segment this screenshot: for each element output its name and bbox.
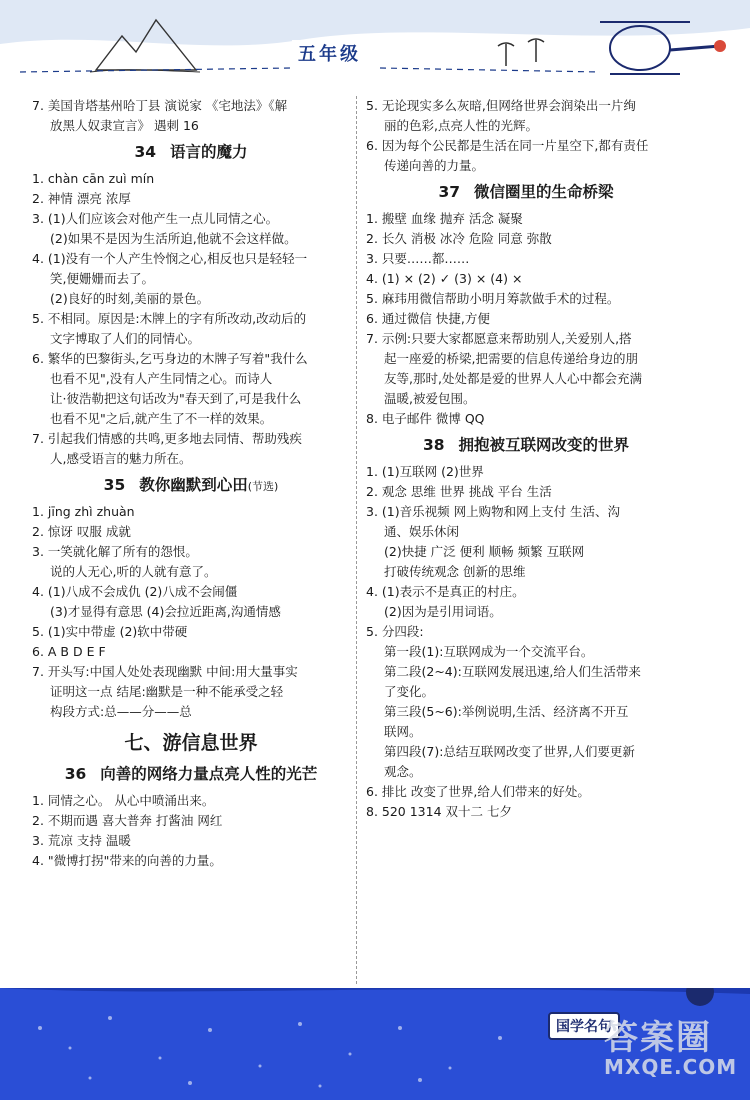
lesson-37-answers [366, 209, 686, 429]
answer-line: 1. chàn cān zuì mín [32, 170, 155, 186]
answer-line: 也看不见"之后,就产生了不一样的效果。 [50, 410, 273, 426]
answer-line: (2)快捷 广泛 便利 顺畅 频繁 互联网 [384, 543, 585, 559]
right-column [366, 96, 686, 822]
answer-line: 笑,便姗姗而去了。 [50, 270, 154, 286]
footer-label: 国学名句 [548, 1012, 620, 1040]
footer-circle-icon [686, 988, 714, 1006]
answer-line: 第一段(1):互联网成为一个交流平台。 [384, 643, 594, 659]
lesson-35-answers [32, 502, 350, 722]
answer-line: 7. 示例:只要大家都愿意来帮助别人,关爱别人,搭 [366, 330, 632, 346]
left-intro [32, 96, 350, 136]
answer-line: (3)才显得有意思 (4)会拉近距离,沟通情感 [50, 603, 281, 619]
answer-line: 让·彼浩勒把这句话改为"春天到了,可是我什么 [50, 390, 302, 406]
lesson-36-answers [32, 791, 350, 871]
answer-line: 传递向善的力量。 [384, 158, 485, 173]
answer-line: 2. 长久 消极 冰冷 危险 同意 弥散 [366, 230, 552, 246]
answer-line: 1. jīng zhì zhuàn [32, 503, 135, 519]
answer-line: 了变化。 [384, 683, 435, 699]
answer-line: 联网。 [384, 723, 422, 739]
answer-line: 文字博取了人们的同情心。 [50, 330, 201, 346]
grade-badge: 五年级 [292, 40, 367, 66]
lesson-37-title: 37 微信圈里的生命桥梁 [438, 183, 614, 201]
answer-line: 打破传统观念 创新的思维 [384, 563, 526, 579]
lesson-38-answers [366, 462, 686, 822]
answer-line: 4. "微博打拐"带来的向善的力量。 [32, 852, 222, 868]
answer-line: 3. (1)音乐视频 网上购物和网上支付 生活、沟 [366, 503, 621, 519]
answer-line: 2. 不期而遇 喜大普奔 打酱油 网红 [32, 812, 223, 828]
unit-title: 七、游信息世界 [124, 731, 258, 754]
answer-line: 2. 观念 思维 世界 挑战 平台 生活 [366, 483, 552, 499]
answer-line: 构段方式:总——分——总 [50, 703, 192, 719]
right-intro [366, 96, 686, 176]
answer-line: 通、娱乐休闲 [384, 523, 460, 539]
palm-tree-icon [498, 39, 544, 66]
answer-line: 3. 只要……都…… [366, 250, 470, 266]
answer-line: 6. 排比 改变了世界,给人们带来的好处。 [366, 783, 590, 799]
answer-line: 4. (1)没有一个人产生怜悯之心,相反也只是轻轻一 [32, 250, 308, 266]
answer-line: 6. 通过微信 快捷,方便 [366, 310, 490, 326]
answer-line: 第四段(7):总结互联网改变了世界,人们要更新 [384, 743, 635, 759]
answer-line: 7. 开头写:中国人处处表现幽默 中间:用大量事实 [32, 663, 298, 679]
answer-line: 5. (1)实中带虚 (2)软中带硬 [32, 623, 188, 639]
answer-line: 证明这一点 结尾:幽默是一种不能承受之轻 [50, 683, 284, 699]
answer-line: 4. (1) × (2) ✓ (3) × (4) × [366, 270, 523, 286]
lesson-38-title: 38 拥抱被互联网改变的世界 [422, 435, 630, 454]
answer-line: 1. 搬壁 血缘 抛弃 活念 凝聚 [366, 210, 523, 226]
answer-line: 1. (1)互联网 (2)世界 [366, 463, 484, 479]
answer-line: 友等,那时,处处都是爱的世界人人心中都会充满 [384, 370, 642, 386]
answer-line: 放黑人奴隶宣言》 遇刺 16 [50, 118, 199, 133]
answer-line: 6. 繁华的巴黎街头,乞丐身边的木牌子写着"我什么 [32, 350, 308, 366]
answer-line: (2)如果不是因为生活所迫,他就不会这样做。 [50, 230, 297, 246]
lesson-36-title: 36 向善的网络力量点亮人性的光芒 [64, 764, 318, 783]
answer-line: 4. (1)八成不会成仇 (2)八成不会闹僵 [32, 583, 238, 599]
answer-line: 3. 一笑就化解了所有的怨恨。 [32, 543, 198, 559]
answer-line: 起一座爱的桥梁,把需要的信息传递给身边的朋 [384, 350, 638, 366]
answer-line: 6. A B D E F [32, 643, 106, 659]
answer-line: 5. 麻玮用微信帮助小明月筹款做手术的过程。 [366, 290, 620, 306]
answer-line: 2. 惊讶 叹服 成就 [32, 523, 131, 539]
header-dashed-line-right [380, 68, 600, 72]
answer-line: 3. (1)人们应该会对他产生一点儿同情之心。 [32, 210, 279, 226]
answer-line: 第二段(2~4):互联网发展迅速,给人们生活带来 [384, 663, 641, 679]
answer-line: 温暖,被爱包围。 [384, 390, 476, 406]
answer-line: 5. 不相同。原因是:木牌上的字有所改动,改动后的 [32, 310, 307, 326]
answer-line: 说的人无心,听的人就有意了。 [50, 563, 217, 579]
header-dashed-line-left [20, 68, 290, 72]
answer-line: 6. 因为每个公民都是生活在同一片星空下,都有责任 [366, 138, 649, 153]
answer-line: 5. 无论现实多么灰暗,但网络世界会润染出一片绚 [366, 98, 636, 113]
answer-line: 人,感受语言的魅力所在。 [50, 450, 192, 466]
left-column [32, 96, 350, 871]
answer-line: 7. 美国肯塔基州哈丁县 演说家 《宅地法》《解 [32, 98, 288, 113]
header-illustration [0, 0, 750, 90]
answer-line: 3. 荒凉 支持 温暖 [32, 832, 131, 848]
answer-line: 8. 520 1314 双十二 七夕 [366, 803, 512, 819]
lesson-34-answers [32, 169, 350, 469]
answer-line: (2)因为是引用词语。 [384, 603, 502, 619]
site-watermark: 答案圈 MXQE.COM [604, 1018, 738, 1079]
answer-line: 丽的色彩,点亮人性的光辉。 [384, 118, 538, 133]
answer-line: 也看不见",没有人产生同情之心。而诗人 [50, 370, 273, 386]
answer-line: 观念。 [384, 763, 422, 779]
lesson-34-title: 34 语言的魔力 [134, 143, 248, 161]
answer-line: 4. (1)表示不是真正的村庄。 [366, 583, 525, 599]
column-divider [356, 96, 357, 984]
answer-line: 8. 电子邮件 微博 QQ [366, 410, 485, 426]
answer-line: 1. 同情之心。 从心中喷涌出来。 [32, 792, 215, 808]
answer-line: 2. 神情 漂亮 浓厚 [32, 190, 131, 206]
answer-line: 7. 引起我们情感的共鸣,更多地去同情、帮助残疾 [32, 430, 302, 446]
answer-line: (2)良好的时刻,美丽的景色。 [50, 290, 210, 306]
lesson-35-title: 35 教你幽默到心田(节选) [103, 475, 279, 494]
page-header [0, 0, 750, 90]
answer-line: 5. 分四段: [366, 623, 424, 639]
answer-line: 第三段(5~6):举例说明,生活、经济离不开互 [384, 703, 629, 719]
